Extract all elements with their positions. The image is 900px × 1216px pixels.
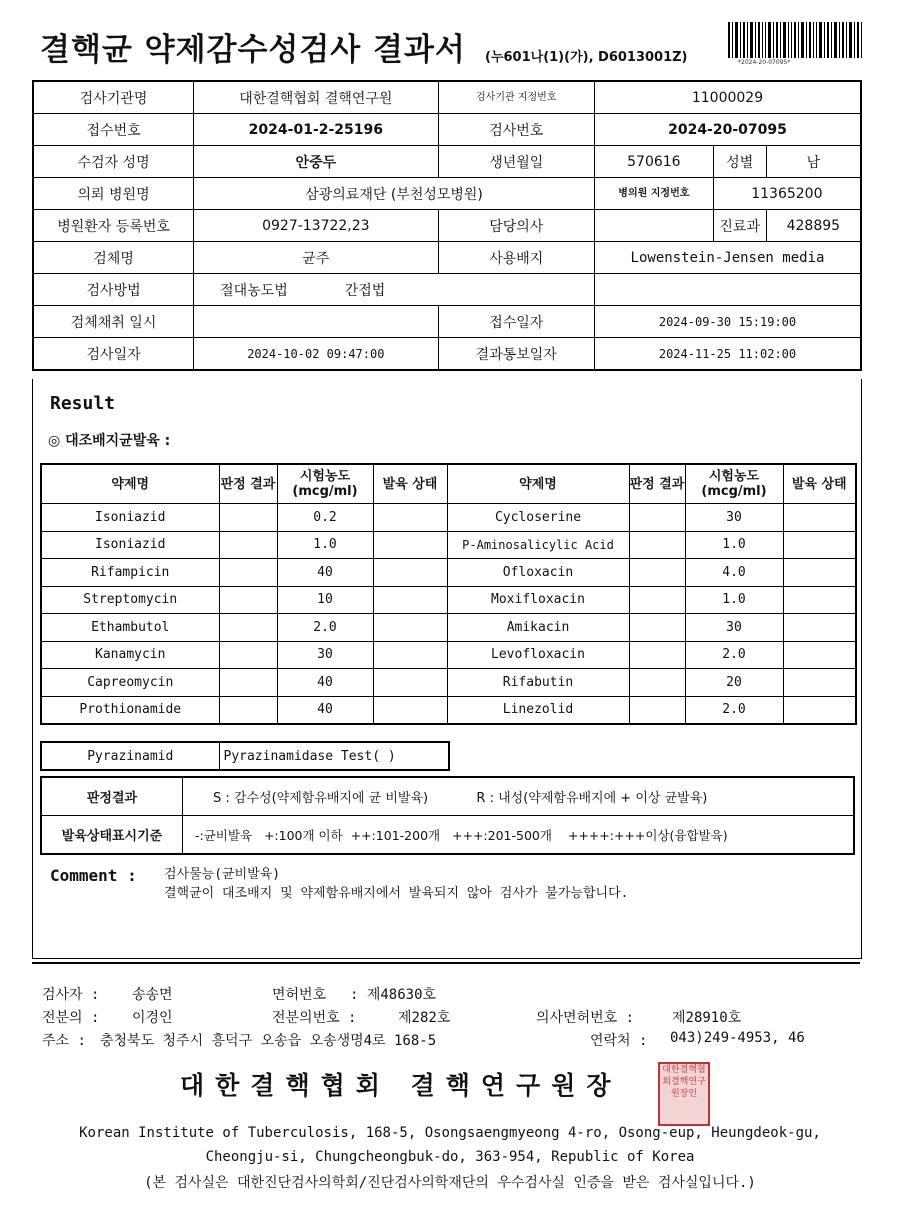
expert-no-label: 전분의번호 :: [272, 1010, 357, 1026]
col-drug-left: 약제명: [41, 464, 219, 504]
drug-row: [41, 559, 856, 587]
method-empty: [594, 274, 861, 306]
expert-name: 이경인: [132, 1010, 173, 1026]
comment-line-2: 결핵균이 대조배지 및 약제함유배지에서 발육되지 않아 검사가 불가능합니다.: [164, 886, 629, 901]
drug-name-left: Kanamycin: [41, 641, 219, 669]
english-address-line-1: Korean Institute of Tuberculosis, 168-5, Osongsaengmyeong 4-ro, Osong-eup, Heungdeok-gu,: [79, 1125, 821, 1141]
drug-row: [41, 696, 856, 724]
patient-reg-label: 병원환자 등록번호: [33, 210, 194, 242]
barcode-text: *2024-20-07095*: [738, 59, 791, 66]
hosp-code-label: 병의원 지정번호: [594, 178, 713, 210]
collect-value: [194, 306, 438, 338]
dob-label: 생년월일: [438, 146, 594, 178]
method-label: 검사방법: [33, 274, 194, 306]
sex-value: 남: [766, 146, 861, 178]
english-address-line-2: Cheongju-si, Chungcheongbuk-do, 363-954, Republic of Korea: [205, 1149, 695, 1165]
judgement-left: [219, 531, 277, 559]
col-conc-left: 시험농도 (mcg/ml): [277, 464, 373, 504]
address-label: 주소 :: [42, 1033, 86, 1049]
drug-row: [41, 641, 856, 669]
drug-name-right: Amikacin: [447, 614, 629, 642]
receipt-no-value: 2024-01-2-25196: [194, 114, 438, 146]
hospital-value: 삼광의료재단 (부천성모병원): [194, 178, 595, 210]
judgement-left: [219, 696, 277, 724]
col-judgement-right: 판정 결과: [629, 464, 685, 504]
hospital-label: 의뢰 병원명: [33, 178, 194, 210]
inst-code-value: 11000029: [594, 81, 861, 114]
concentration-right: 2.0: [685, 696, 783, 724]
drug-row: [41, 586, 856, 614]
collect-label: 검체채취 일시: [33, 306, 194, 338]
pza-name: Pyrazinamid: [41, 742, 219, 770]
patient-reg-value: 0927-13722,23: [194, 210, 438, 242]
concentration-left: 40: [277, 559, 373, 587]
pza-test: Pyrazinamidase Test( ): [219, 742, 449, 770]
judgement-left: [219, 641, 277, 669]
judgement-left: [219, 504, 277, 532]
growth-right: [783, 586, 856, 614]
legend-table: [40, 776, 855, 855]
drug-row: [41, 669, 856, 697]
judgement-legend-label: 판정결과: [41, 777, 183, 816]
medium-value: Lowenstein-Jensen media: [594, 242, 861, 274]
growth-left: [373, 614, 447, 642]
test-date-label: 검사일자: [33, 338, 194, 371]
result-title: Result: [50, 393, 116, 414]
inst-code-label: 검사기관 지정번호: [438, 81, 594, 114]
concentration-left: 30: [277, 641, 373, 669]
specimen-label: 검체명: [33, 242, 194, 274]
license-label: 면허번호: [272, 987, 327, 1003]
concentration-right: 4.0: [685, 559, 783, 587]
hosp-code-value: 11365200: [713, 178, 861, 210]
received-value: 2024-09-30 15:19:00: [594, 306, 861, 338]
contact-value: 043)249-4953, 46: [670, 1030, 805, 1046]
header-info-table: [32, 80, 862, 371]
document-code: (누601나(1)(가), D6013001Z): [485, 50, 688, 65]
test-no-label: 검사번호: [438, 114, 594, 146]
growth-right: [783, 614, 856, 642]
drug-name-left: Isoniazid: [41, 504, 219, 532]
growth-left: [373, 669, 447, 697]
specimen-value: 균주: [194, 242, 438, 274]
doctor-value: [594, 210, 713, 242]
address-value: 충청북도 청주시 흥덕구 오송읍 오송생명4로 168-5: [100, 1033, 437, 1049]
drug-name-right: Linezolid: [447, 696, 629, 724]
growth-left: [373, 504, 447, 532]
concentration-right: 30: [685, 504, 783, 532]
judgement-left: [219, 586, 277, 614]
judgement-left: [219, 559, 277, 587]
concentration-left: 2.0: [277, 614, 373, 642]
drug-name-left: Ethambutol: [41, 614, 219, 642]
expert-label: 전분의 :: [42, 1010, 100, 1026]
license-value: : 제48630호: [350, 987, 437, 1003]
concentration-left: 10: [277, 586, 373, 614]
dept-label: 진료과: [713, 210, 766, 242]
judgement-right: [629, 586, 685, 614]
patient-name-value: 안중두: [194, 146, 438, 178]
method-value: [194, 274, 595, 306]
growth-right: [783, 669, 856, 697]
test-date-value: 2024-10-02 09:47:00: [194, 338, 438, 371]
col-growth-left: 발육 상태: [373, 464, 447, 504]
receipt-no-label: 접수번호: [33, 114, 194, 146]
comment-line-1: 검사물능(균비발육): [164, 867, 281, 882]
footer-divider: [32, 962, 860, 964]
drug-name-right: Cycloserine: [447, 504, 629, 532]
official-seal: 대한결핵협회결핵연구원장인: [658, 1062, 710, 1126]
drug-name-left: Rifampicin: [41, 559, 219, 587]
drug-name-right: Moxifloxacin: [447, 586, 629, 614]
growth-left: [373, 586, 447, 614]
concentration-right: 20: [685, 669, 783, 697]
judgement-right: [629, 531, 685, 559]
drug-name-right: Levofloxacin: [447, 641, 629, 669]
doctor-license-label: 의사면허번호 :: [536, 1010, 635, 1026]
growth-legend-label: 발육상태표시기준: [41, 816, 183, 855]
drug-row: [41, 531, 856, 559]
concentration-left: 40: [277, 669, 373, 697]
growth-left: [373, 559, 447, 587]
drug-name-left: Isoniazid: [41, 531, 219, 559]
received-label: 접수일자: [438, 306, 594, 338]
drug-name-left: Streptomycin: [41, 586, 219, 614]
contact-label: 연락처 :: [590, 1033, 648, 1049]
comment-label: Comment :: [50, 866, 137, 885]
report-date-label: 결과통보일자: [438, 338, 594, 371]
expert-no-value: 제282호: [398, 1010, 451, 1026]
judgement-right: [629, 559, 685, 587]
col-drug-right: 약제명: [447, 464, 629, 504]
drug-name-left: Prothionamide: [41, 696, 219, 724]
concentration-right: 1.0: [685, 531, 783, 559]
growth-left: [373, 641, 447, 669]
concentration-left: 40: [277, 696, 373, 724]
doctor-label: 담당의사: [438, 210, 594, 242]
dept-value: 428895: [766, 210, 861, 242]
concentration-left: 0.2: [277, 504, 373, 532]
method-value-2: 간접법: [344, 282, 386, 299]
drug-name-right: P-Aminosalicylic Acid: [447, 531, 629, 559]
report-date-value: 2024-11-25 11:02:00: [594, 338, 861, 371]
certification-note: (본 검사실은 대한진단검사의학회/진단검사의학재단의 우수검사실 인증을 받은 검사실입니다.): [144, 1175, 756, 1191]
judgement-right: [629, 669, 685, 697]
tester-label: 검사자 :: [42, 987, 100, 1003]
judgement-right: [629, 696, 685, 724]
judgement-left: [219, 669, 277, 697]
growth-right: [783, 531, 856, 559]
patient-name-label: 수검자 성명: [33, 146, 194, 178]
growth-right: [783, 641, 856, 669]
col-growth-right: 발육 상태: [783, 464, 856, 504]
growth-right: [783, 504, 856, 532]
institution-label: 검사기관명: [33, 81, 194, 114]
judgement-legend-value: [183, 777, 855, 816]
dob-value: 570616: [594, 146, 713, 178]
sex-label: 성별: [713, 146, 766, 178]
pyrazinamide-table: [40, 741, 450, 771]
drug-table: [40, 463, 857, 725]
tester-name: 송송면: [132, 987, 173, 1003]
drug-row: [41, 504, 856, 532]
drug-name-right: Rifabutin: [447, 669, 629, 697]
growth-right: [783, 696, 856, 724]
growth-left: [373, 531, 447, 559]
col-conc-right: 시험농도 (mcg/ml): [685, 464, 783, 504]
method-value-1: 절대농도법: [220, 282, 288, 299]
test-no-value: 2024-20-07095: [594, 114, 861, 146]
growth-right: [783, 559, 856, 587]
institution-value: 대한결핵협회 결핵연구원: [194, 81, 438, 114]
judgement-right: [629, 504, 685, 532]
institute-name: 대한결핵협회 결핵연구원장: [180, 1071, 622, 1100]
judgement-left: [219, 614, 277, 642]
drug-name-right: Ofloxacin: [447, 559, 629, 587]
growth-left: [373, 696, 447, 724]
concentration-left: 1.0: [277, 531, 373, 559]
concentration-right: 30: [685, 614, 783, 642]
concentration-right: 1.0: [685, 586, 783, 614]
judgement-right: [629, 614, 685, 642]
judgement-right: [629, 641, 685, 669]
medium-label: 사용배지: [438, 242, 594, 274]
judgement-r: R : 내성(약제함유배지에 + 이상 균발육): [476, 791, 708, 806]
barcode: [728, 22, 862, 58]
doctor-license-value: 제28910호: [672, 1010, 742, 1026]
judgement-s: S : 감수성(약제함유배지에 균 비발육): [213, 791, 429, 806]
drug-name-left: Capreomycin: [41, 669, 219, 697]
control-growth-label: ◎ 대조배지균발육 :: [48, 433, 171, 449]
col-judgement-left: 판정 결과: [219, 464, 277, 504]
drug-row: [41, 614, 856, 642]
concentration-right: 2.0: [685, 641, 783, 669]
growth-legend-value: -:균비발육 +:100개 이하 ++:101-200개 +++:201-500개 ++++:+++이상(융합발육): [183, 816, 855, 855]
document-title: 결핵균 약제감수성검사 결과서: [40, 32, 466, 68]
